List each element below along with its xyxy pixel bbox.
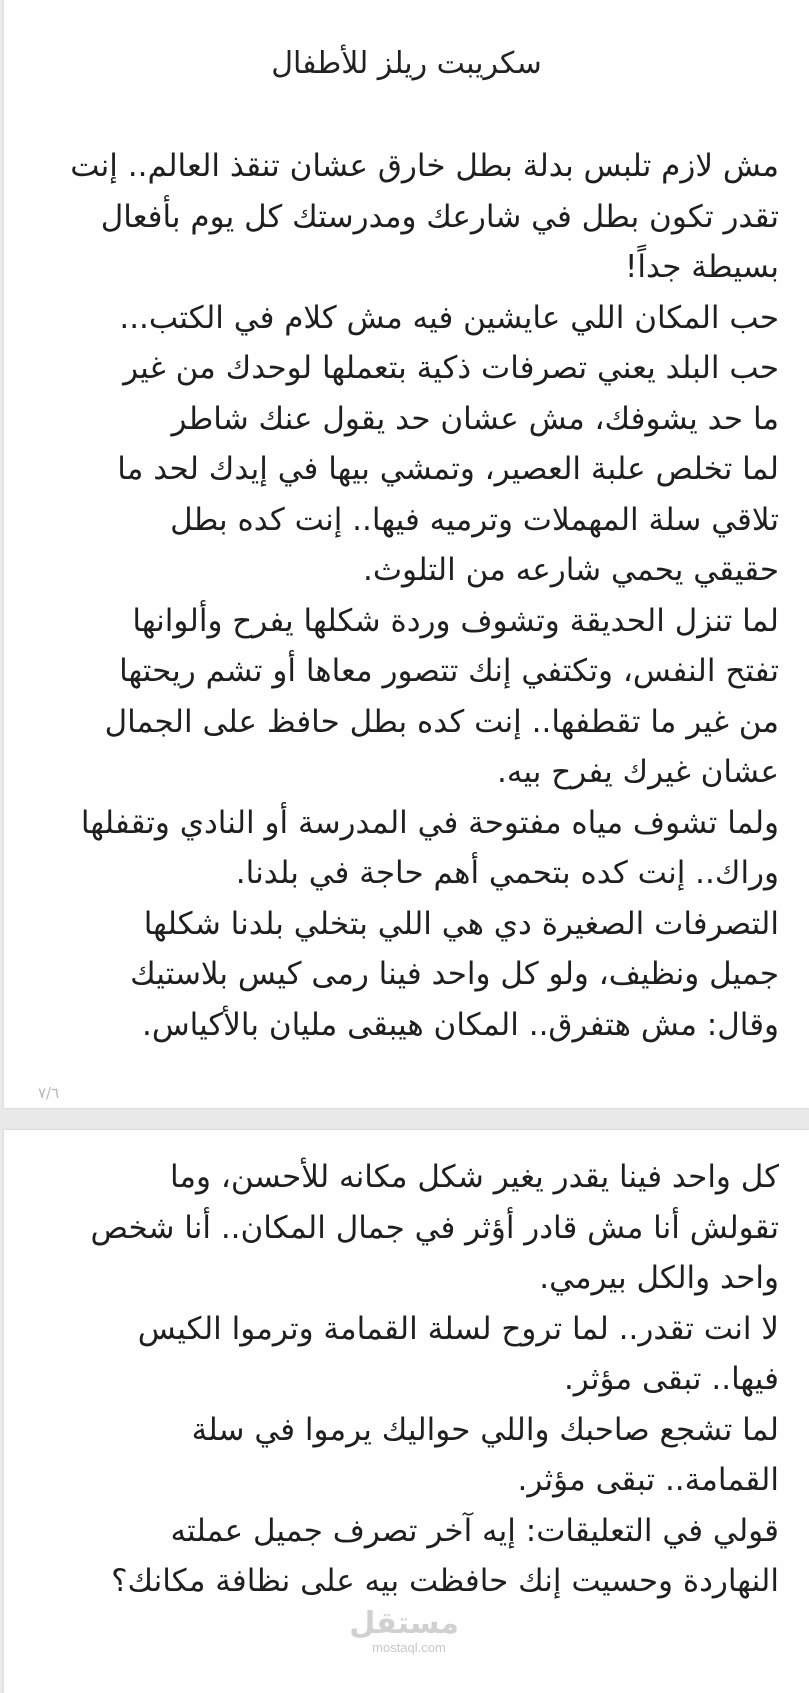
text-line: بسيطة جداً!	[624, 249, 779, 285]
text-line: لما تشجع صاحبك واللي حواليك يرموا في سلة	[191, 1411, 779, 1448]
mostaql-watermark	[349, 1606, 459, 1655]
text-line: تفتح النفس، وتكتفي إنك تتصور معاها أو تشم ريحتها	[119, 653, 779, 689]
text-line: النهاردة وحسيت إنك حافظت بيه على نظافة مكانك؟	[111, 1563, 779, 1599]
text-line: عشان غيرك يفرح بيه.	[496, 754, 779, 790]
text-line: واحد والكل بيرمي.	[539, 1260, 779, 1296]
text-line: لا انت تقدر.. لما تروح لسلة القمامة وترموا الكيس	[137, 1310, 779, 1347]
document-title: سكريبت ريلز للأطفال	[271, 46, 542, 81]
text-line: كل واحد فينا يقدر يغير شكل مكانه للأحسن، وما	[169, 1159, 779, 1195]
text-line: التصرفات الصغيرة دي هي اللي بتخلي بلدنا شكلها	[143, 905, 779, 942]
text-line: وقال: مش هتفرق.. المكان هيبقى مليان بالأكياس.	[141, 1006, 779, 1043]
watermark-logo-text: مستقل	[349, 1606, 459, 1641]
text-line: حقيقي يحمي شارعه من التلوث.	[363, 552, 779, 588]
text-line: القمامة.. تبقى مؤثر.	[517, 1462, 779, 1498]
watermark-url: mostaql.com	[372, 1640, 446, 1655]
page-1-body-text	[35, 141, 779, 1050]
page-2-body-text	[35, 1152, 779, 1607]
text-line: قولي في التعليقات: إيه آخر تصرف جميل عملته	[170, 1512, 779, 1549]
document-page-1	[4, 0, 809, 1108]
text-line: تقولش أنا مش قادر أؤثر في جمال المكان.. أنا شخص	[90, 1209, 779, 1246]
text-line: لما تنزل الحديقة وتشوف وردة شكلها يفرح وألوانها	[132, 602, 779, 639]
text-line: ما حد يشوفك، مش عشان حد يقول عنك شاطر	[171, 400, 779, 437]
document-page-2	[4, 1130, 809, 1693]
text-line: ولما تشوف مياه مفتوحة في المدرسة أو النادي وتقفلها	[80, 804, 779, 841]
text-line: وراك.. إنت كده بتحمي أهم حاجة في بلدنا.	[235, 855, 779, 891]
text-line: جميل ونظيف، ولو كل واحد فينا رمى كيس بلاستيك	[130, 956, 779, 992]
text-line: لما تخلص علبة العصير، وتمشي بيها في إيدك لحد ما	[117, 451, 779, 487]
text-line: فيها.. تبقى مؤثر.	[563, 1361, 779, 1397]
text-line: تقدر تكون بطل في شارعك ومدرستك كل يوم بأفعال	[100, 198, 779, 235]
text-line: تلاقي سلة المهملات وترميه فيها.. إنت كده بطل	[170, 501, 779, 538]
text-line: من غير ما تقطفها.. إنت كده بطل حافظ على الجمال	[104, 703, 779, 740]
text-line: حب المكان اللي عايشين فيه مش كلام في الكتب...	[119, 299, 779, 336]
text-line: مش لازم تلبس بدلة بطل خارق عشان تنقذ العالم.. إنت	[70, 148, 779, 184]
page-number: ٧/٦	[38, 1084, 60, 1102]
text-line: حب البلد يعني تصرفات ذكية بتعملها لوحدك من غير	[123, 350, 779, 386]
